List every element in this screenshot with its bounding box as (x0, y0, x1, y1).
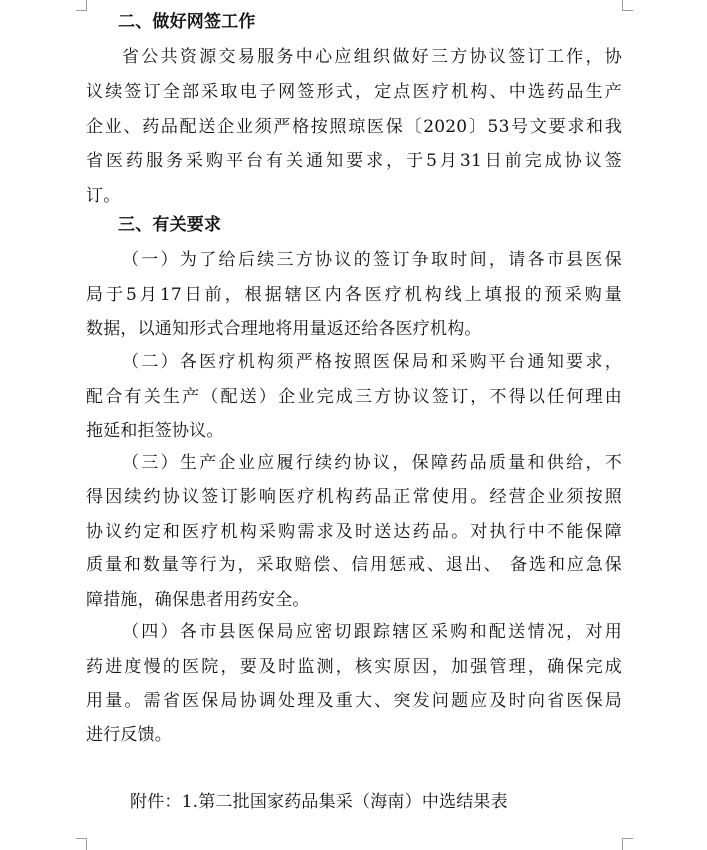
paragraph-line: 省公共资源交易服务中心应组织做好三方协议签订工作，协 (122, 47, 622, 67)
paragraph-line: 进行反馈。 (86, 725, 172, 745)
paragraph-line: 议续签订全部采取电子网签形式，定点医疗机构、中选药品生产 (86, 82, 622, 102)
paragraph-line: （三）生产企业应履行续约协议，保障药品质量和供给，不 (122, 453, 622, 473)
section-heading-3: 三、有关要求 (118, 215, 222, 235)
paragraph-line: 障措施，确保患者用药安全。 (86, 590, 310, 610)
paragraph-line: 配合有关生产（配送）企业完成三方协议签订，不得以任何理由 (86, 387, 622, 407)
paragraph-line: 药进度慢的医院，要及时监测，核实原因，加强管理，确保完成 (86, 657, 622, 677)
paragraph-line: 拖延和拒签协议。 (86, 421, 224, 441)
paragraph-line: 企业、药品配送企业须严格按照琼医保〔2020〕53号文要求和我 (86, 117, 622, 137)
paragraph-line: 质量和数量等行为，采取赔偿、信用惩戒、退出、 备选和应急保 (86, 555, 622, 575)
crop-mark-bottom-right (622, 838, 633, 850)
paragraph-line: 协议约定和医疗机构采购需求及时送达药品。对执行中不能保障 (86, 522, 622, 542)
paragraph-line: （四）各市县医保局应密切跟踪辖区采购和配送情况，对用 (122, 622, 622, 642)
crop-mark-top-left (76, 0, 87, 11)
paragraph-line: 局于5月17日前，根据辖区内各医疗机构线上填报的预采购量 (86, 285, 622, 305)
crop-mark-top-right (622, 0, 633, 11)
attachment-line: 附件：1.第二批国家药品集采（海南）中选结果表 (130, 792, 508, 812)
paragraph-line: 省医药服务采购平台有关通知要求，于5月31日前完成协议签 (86, 151, 622, 171)
paragraph-line: 订。 (86, 186, 121, 206)
paragraph-line: 数据，以通知形式合理地将用量返还给各医疗机构。 (86, 319, 482, 339)
section-heading-2: 二、做好网签工作 (118, 12, 256, 32)
paragraph-line: 得因续约协议签订影响医疗机构药品正常使用。经营企业须按照 (86, 487, 622, 507)
crop-mark-bottom-left (76, 838, 87, 850)
paragraph-line: 用量。需省医保局协调处理及重大、突发问题应及时向省医保局 (86, 691, 622, 711)
paragraph-line: （二）各医疗机构须严格按照医保局和采购平台通知要求， (122, 352, 622, 372)
paragraph-line: （一）为了给后续三方协议的签订争取时间，请各市县医保 (122, 250, 622, 270)
